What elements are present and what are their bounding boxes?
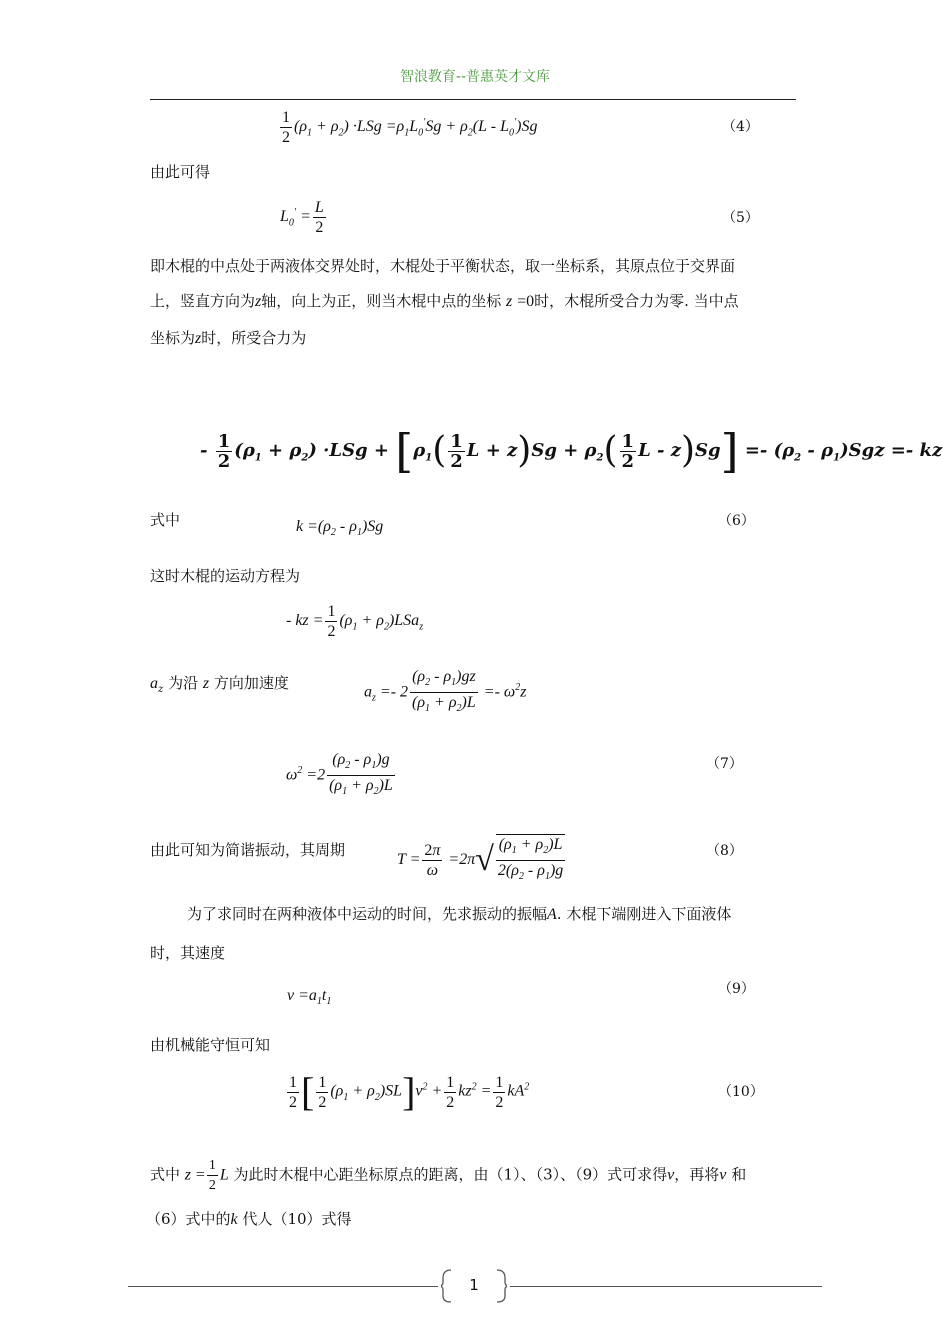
paragraph-text: 时，其速度 <box>150 944 226 962</box>
equation-number-8: （8） <box>706 843 743 859</box>
net-force-equation: - $\frac{1}{2}$ $(\rho_1 + \rho_2) \cdot LSg + [\rho_1$( $\frac{1}{2}$ $L + z)Sg + \rho_2$( $\frac{1}{2}$ $L - z)Sg] =- (\rho_2 - \rho_1)Sgz$ =- kz <box>200 424 943 478</box>
equation-8: T = $\frac{2\pi}{\omega}$ =2π√ $\frac{(\rho_1 + \rho_2)L}{2(\rho_2 - \rho_1)g}$ <box>397 834 567 886</box>
paragraph-text: 即木棍的中点处于两液体交界处时，木棍处于平衡状态，取一坐标系，其原点位于交界面 <box>150 257 736 275</box>
footer-rule-left <box>128 1286 438 1287</box>
equation-9: $v =a_1t_1$ <box>287 987 332 1008</box>
paragraph-text: 由此可得 <box>150 163 211 181</box>
equation-number-5: （5） <box>722 210 759 226</box>
footer-rule-right <box>510 1286 822 1287</box>
equation-7: $\omega^2 =2$ $\frac{(\rho_2 - \rho_1)g}{(\rho_1 + \rho_2)L}$ <box>286 751 393 798</box>
header-rule <box>150 99 796 100</box>
equation-number-7: （7） <box>706 756 743 772</box>
paragraph-text: 式中 <box>150 511 181 529</box>
paragraph-text: 这时木棍的运动方程为 <box>150 567 301 585</box>
equation-number-9: （9） <box>718 981 755 997</box>
equation-10: $\frac{1}{2}$ [ $\frac{1}{2}$ $(\rho_1 + \rho_2)SL]v^2$ + $\frac{1}{2}$ $kz^2$ = $\frac{1}{2}$ $kA^2$ <box>289 1069 530 1114</box>
paragraph-text: 式中 z = $\frac{1}{2}$ L 为此时木棍中心距坐标原点的距离，由（1）、（3）、（9）式可求得v，再将v 和 <box>150 1158 747 1193</box>
acceleration-equation: $a_z =- 2$ $\frac{(\rho_2 - \rho_1)gz}{(\rho_1 + \rho_2)L}$ =- $\omega^2z$ <box>364 668 527 715</box>
equation-number-6: （6） <box>718 513 755 529</box>
paragraph-text: 为了求同时在两种液体中运动的时间，先求振动的振幅A. 木棍下端刚进入下面液体 <box>187 905 732 923</box>
equation-number-10: （10） <box>718 1084 764 1100</box>
page-header-title: 智浪教育--普惠英才文库 <box>399 69 551 85</box>
equation-4: $\frac{1}{2}$ $(\rho_1 + \rho_2) \cdot LSg =\rho_1L_0'Sg + \rho_2(L - L_0')Sg$ <box>282 109 538 146</box>
paragraph-text: （6）式中的k 代人（10）式得 <box>146 1210 352 1228</box>
equation-number-4: （4） <box>722 119 759 135</box>
motion-equation: - kz = $\frac{1}{2}$ $(\rho_1 + \rho_2)LSa_z$ <box>286 603 424 640</box>
paragraph-text: 上，竖直方向为z轴，向上为正，则当木棍中点的坐标 z =0时，木棍所受合力为零. 当中点 <box>150 292 739 310</box>
paragraph-text: 由机械能守恒可知 <box>150 1036 271 1054</box>
page-number: 1 <box>469 1276 479 1294</box>
paragraph-text: 由此可知为简谐振动，其周期 <box>150 841 346 859</box>
equation-6: $k =(\rho_2 - \rho_1)Sg$ <box>296 518 384 539</box>
paragraph-text: $a_z$ 为沿 z 方向加速度 <box>150 674 289 695</box>
equation-5: $L_0'$ = $\frac{L}{2}$ <box>280 199 324 236</box>
paragraph-text: 坐标为z时，所受合力为 <box>150 329 307 347</box>
